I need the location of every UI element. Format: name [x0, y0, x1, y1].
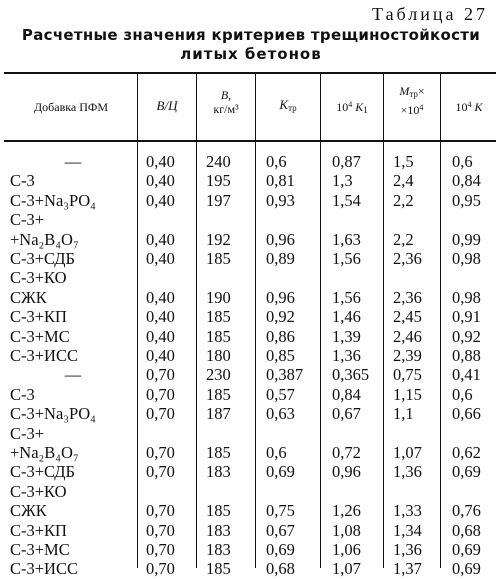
cell-k1: 1,36	[332, 346, 361, 365]
cell-k1: 1,63	[332, 229, 361, 249]
table-row	[0, 482, 500, 502]
table-row	[0, 152, 500, 172]
cell-ktr: 0,69	[266, 540, 295, 559]
cell-m: 1,36	[393, 462, 422, 482]
cell-k: 0,91	[452, 307, 481, 327]
cell-vc: 0,70	[146, 462, 175, 482]
cell-m: 2,39	[393, 346, 422, 365]
table-row	[0, 501, 500, 521]
cell-ktr: 0,96	[266, 287, 295, 307]
header-water-cement: В/Ц	[156, 98, 178, 113]
cell-k1: 0,84	[332, 384, 361, 404]
header-ktr: $K_{тр}$	[279, 97, 297, 113]
cell-add: С-3+КО	[10, 481, 67, 501]
cell-ktr: 0,89	[266, 249, 295, 268]
cell-vc: 0,40	[146, 190, 175, 210]
cell-ktr: 0,387	[266, 365, 304, 385]
cell-m: 1,1	[393, 404, 414, 424]
table-row	[0, 230, 500, 250]
cell-k1: 1,39	[332, 326, 361, 346]
cell-m: 1,33	[393, 501, 422, 521]
cell-m: 1,5	[393, 152, 414, 171]
cell-k: 0,98	[452, 287, 481, 307]
cell-k1: 1,56	[332, 249, 361, 268]
cell-k: 0,98	[452, 249, 481, 268]
header-water-unit: кг/м³	[213, 102, 239, 116]
cell-add: С-3	[10, 171, 35, 191]
table-row	[0, 171, 500, 191]
table-row	[0, 462, 500, 482]
cell-vc: 0,70	[146, 365, 175, 385]
cell-b: 183	[206, 540, 231, 559]
table-row	[0, 385, 500, 405]
cell-ktr: 0,57	[266, 384, 295, 404]
cell-add: СЖК	[10, 501, 47, 521]
cell-add: С-3+КП	[10, 307, 67, 327]
cell-add: —	[64, 152, 82, 171]
cell-k: 0,69	[452, 559, 481, 579]
cell-b: 185	[206, 326, 231, 346]
cell-k1: 1,06	[332, 540, 361, 559]
header-water	[197, 88, 255, 116]
table-row	[0, 288, 500, 308]
cell-m: 2,36	[393, 249, 422, 268]
cell-m: 1,36	[393, 540, 422, 559]
cell-ktr: 0,67	[266, 520, 295, 540]
cell-b: 185	[206, 443, 231, 462]
cell-add: С-3+МС	[10, 540, 70, 559]
cell-add: С-3+	[10, 423, 45, 443]
cell-ktr: 0,69	[266, 462, 295, 482]
cell-ktr: 0,75	[266, 501, 295, 521]
cell-m: 1,37	[393, 559, 422, 579]
cell-b: 240	[206, 152, 231, 171]
cell-k: 0,6	[452, 384, 473, 404]
cell-vc: 0,40	[146, 326, 175, 346]
cell-k: 0,6	[452, 152, 473, 171]
table-row	[0, 404, 500, 424]
caption-line-1: Расчетные значения критериев трещиностойкости	[21, 26, 481, 44]
cell-ktr: 0,85	[266, 346, 295, 365]
cell-k: 0,69	[452, 462, 481, 482]
cell-add: С-3+Na₃PO₄	[10, 190, 96, 210]
cell-k1: 0,67	[332, 404, 361, 424]
cell-k: 0,69	[452, 540, 481, 559]
cell-m: 2,2	[393, 190, 414, 210]
cell-vc: 0,40	[146, 229, 175, 249]
header-k: $10^4$ K	[455, 100, 483, 114]
cell-ktr: 0,6	[266, 152, 287, 171]
cell-m: 2,36	[393, 287, 422, 307]
cell-add: С-3+	[10, 210, 45, 230]
cell-add: С-3+СДБ	[10, 249, 75, 268]
table-row	[0, 365, 500, 385]
cell-b: 185	[206, 249, 231, 268]
cell-add: С-3+СДБ	[10, 462, 75, 482]
cell-k: 0,88	[452, 346, 481, 365]
header-water-symbol: В,	[220, 88, 232, 102]
cell-k1: 1,54	[332, 190, 361, 210]
cell-b: 192	[206, 229, 231, 249]
cell-m: 2,46	[393, 326, 422, 346]
cell-m: 1,34	[393, 520, 422, 540]
cell-b: 195	[206, 171, 231, 191]
cell-k1: 1,08	[332, 520, 361, 540]
cell-ktr: 0,68	[266, 559, 295, 579]
cell-vc: 0,70	[146, 559, 175, 579]
table-row	[0, 559, 500, 579]
cell-b: 185	[206, 307, 231, 327]
cell-vc: 0,70	[146, 384, 175, 404]
cell-m: 2,2	[393, 229, 414, 249]
cell-vc: 0,40	[146, 346, 175, 365]
cell-add: С-3+ИСС	[10, 559, 78, 579]
cell-k: 0,68	[452, 520, 481, 540]
cell-m: 2,45	[393, 307, 422, 327]
cell-k1: 0,87	[332, 152, 361, 171]
cell-ktr: 0,92	[266, 307, 295, 327]
table-row	[0, 540, 500, 560]
cell-add: —	[64, 365, 82, 385]
cell-vc: 0,70	[146, 501, 175, 521]
cell-k: 0,99	[452, 229, 481, 249]
cell-add: С-3+КП	[10, 520, 67, 540]
cell-m: 1,07	[393, 443, 422, 462]
table-row	[0, 191, 500, 211]
cell-b: 183	[206, 462, 231, 482]
cell-add: С-3+Na₃PO₄	[10, 404, 96, 424]
table-caption	[6, 26, 496, 64]
header-mtr: $M_{тр}\times$ $\times 10^4$	[399, 84, 425, 117]
cell-add: С-3	[10, 384, 35, 404]
cell-add: +Na₂B₄O₇	[10, 229, 79, 249]
cell-k: 0,95	[452, 190, 481, 210]
cell-b: 190	[206, 287, 231, 307]
cell-k1: 0,72	[332, 443, 361, 462]
header-additive: Добавка ПФМ	[33, 100, 109, 114]
caption-line-2: литых бетонов	[180, 45, 322, 63]
cell-b: 187	[206, 404, 231, 424]
cell-k1: 1,46	[332, 307, 361, 327]
cell-vc: 0,40	[146, 171, 175, 191]
cell-k1: 0,96	[332, 462, 361, 482]
cell-k1: 0,365	[332, 365, 370, 385]
cell-ktr: 0,86	[266, 326, 295, 346]
cell-k: 0,66	[452, 404, 481, 424]
cell-add: +Na₂B₄O₇	[10, 443, 79, 462]
cell-ktr: 0,96	[266, 229, 295, 249]
header-bottom-rule	[4, 140, 496, 142]
cell-vc: 0,70	[146, 404, 175, 424]
cell-vc: 0,70	[146, 443, 175, 462]
cell-b: 185	[206, 384, 231, 404]
table-row	[0, 424, 500, 444]
cell-vc: 0,40	[146, 249, 175, 268]
cell-m: 1,15	[393, 384, 422, 404]
cell-b: 185	[206, 501, 231, 521]
table-row	[0, 346, 500, 366]
table-row	[0, 443, 500, 463]
cell-k: 0,62	[452, 443, 481, 462]
cell-b: 230	[206, 365, 231, 385]
cell-k1: 1,56	[332, 287, 361, 307]
cell-ktr: 0,63	[266, 404, 295, 424]
cell-add: С-3+МС	[10, 326, 70, 346]
cell-k1: 1,07	[332, 559, 361, 579]
cell-ktr: 0,93	[266, 190, 295, 210]
table-row	[0, 327, 500, 347]
cell-vc: 0,70	[146, 520, 175, 540]
cell-k1: 1,3	[332, 171, 353, 191]
cell-vc: 0,70	[146, 540, 175, 559]
header-top-rule	[4, 72, 496, 74]
cell-vc: 0,40	[146, 287, 175, 307]
cell-m: 2,4	[393, 171, 414, 191]
table-row	[0, 521, 500, 541]
table-row	[0, 268, 500, 288]
cell-ktr: 0,6	[266, 443, 287, 462]
table-row	[0, 307, 500, 327]
cell-vc: 0,40	[146, 307, 175, 327]
cell-k: 0,76	[452, 501, 481, 521]
cell-b: 180	[206, 346, 231, 365]
table-row	[0, 249, 500, 269]
cell-b: 183	[206, 520, 231, 540]
cell-ktr: 0,81	[266, 171, 295, 191]
table-label: Таблица 27	[372, 4, 488, 24]
cell-k1: 1,26	[332, 501, 361, 521]
cell-m: 0,75	[393, 365, 422, 385]
cell-add: С-3+ИСС	[10, 346, 78, 365]
cell-add: С-3+КО	[10, 268, 67, 288]
cell-b: 197	[206, 190, 231, 210]
cell-add: СЖК	[10, 287, 47, 307]
cell-k: 0,84	[452, 171, 481, 191]
cell-vc: 0,40	[146, 152, 175, 171]
cell-b: 185	[206, 559, 231, 579]
header-k1: $10^4$ $K_1$	[336, 100, 368, 115]
table-row	[0, 210, 500, 230]
cell-k: 0,41	[452, 365, 481, 385]
cell-k: 0,92	[452, 326, 481, 346]
